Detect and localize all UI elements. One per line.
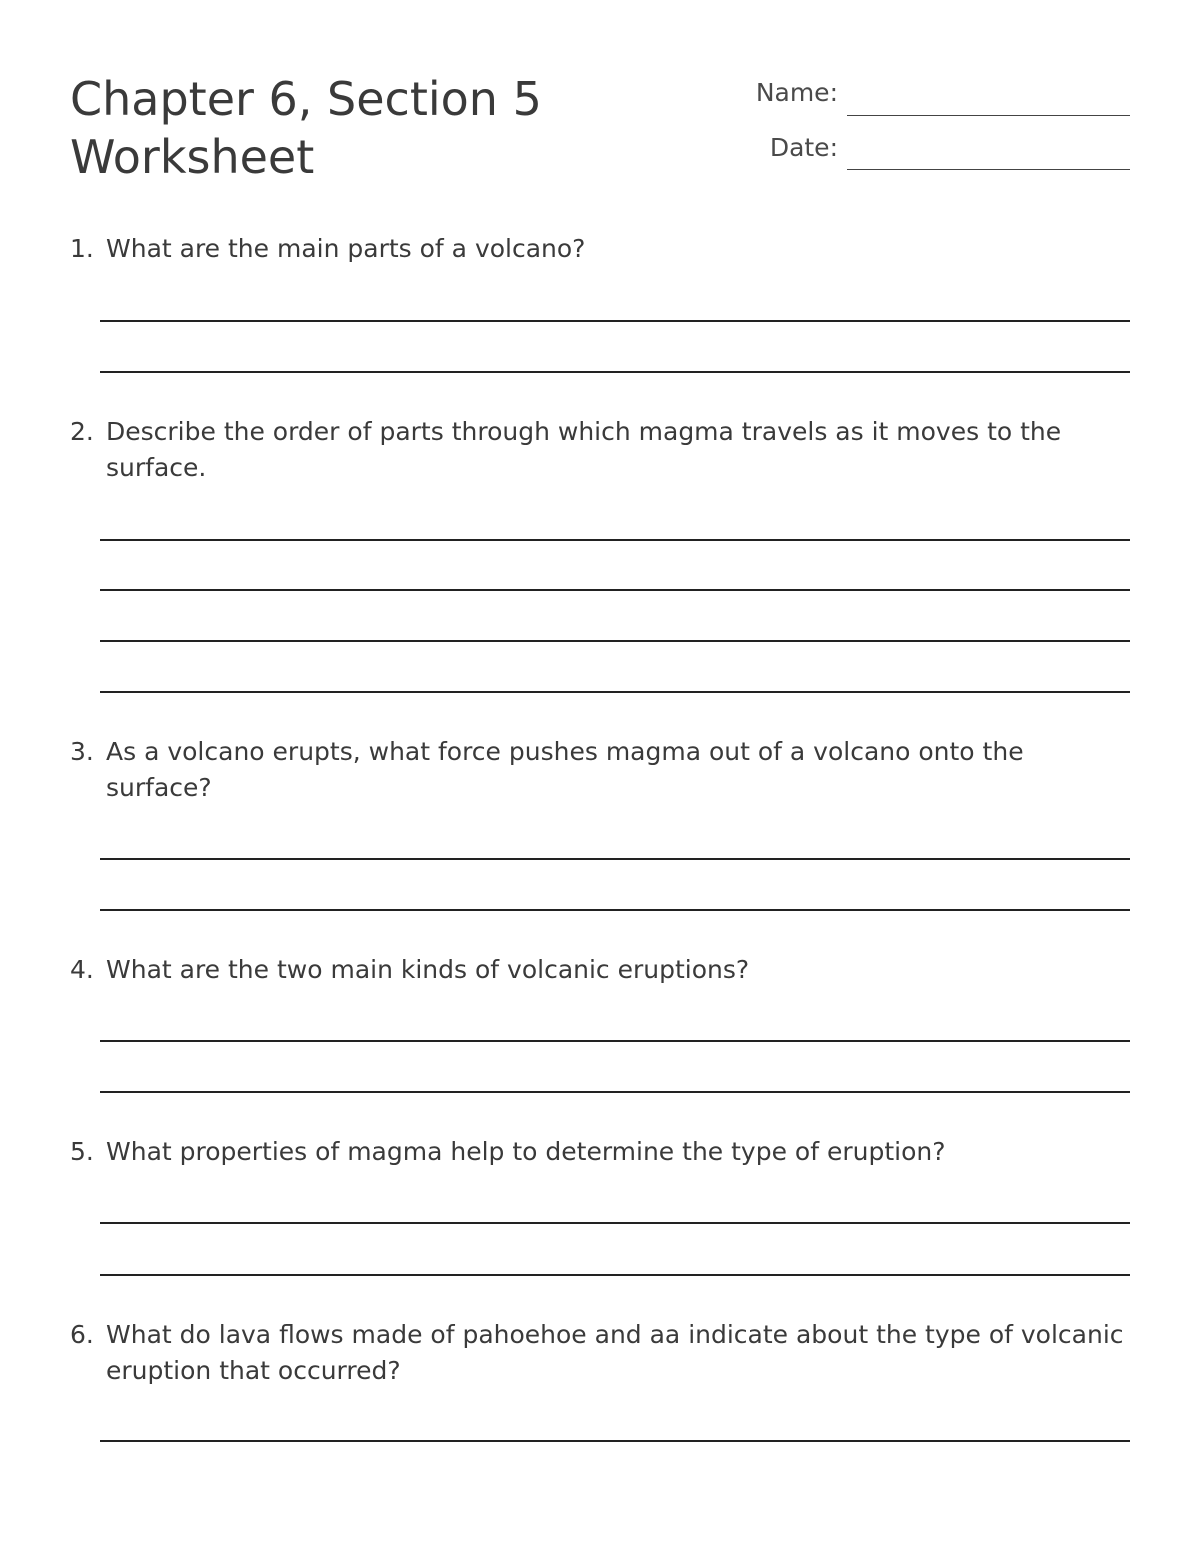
answer-line[interactable]	[100, 1274, 1130, 1276]
question-text: What do lava flows made of pahoehoe and aa indicate about the type of volcanic eruption that occurred?	[106, 1320, 1124, 1385]
answer-line[interactable]	[100, 909, 1130, 911]
question-text: As a volcano erupts, what force pushes magma out of a volcano onto the surface?	[106, 737, 1024, 802]
question-2	[70, 414, 1130, 486]
question-4	[70, 952, 1130, 988]
date-field-line[interactable]	[847, 169, 1130, 170]
question-text: Describe the order of parts through which magma travels as it moves to the surface.	[106, 417, 1062, 482]
question-number: 2.	[70, 417, 94, 446]
answer-line[interactable]	[100, 1091, 1130, 1093]
worksheet-title	[70, 70, 630, 186]
question-text: What are the two main kinds of volcanic eruptions?	[106, 955, 750, 984]
question-number: 1.	[70, 234, 94, 263]
question-number: 3.	[70, 737, 94, 766]
date-label: Date:	[769, 133, 838, 162]
question-3	[70, 734, 1130, 806]
answer-line[interactable]	[100, 1222, 1130, 1224]
title-line-2: Worksheet	[70, 130, 315, 184]
question-5	[70, 1134, 1130, 1170]
answer-line[interactable]	[100, 589, 1130, 591]
answer-line[interactable]	[100, 1440, 1130, 1442]
question-6	[70, 1317, 1130, 1389]
question-1	[70, 231, 1130, 267]
name-field-line[interactable]	[847, 115, 1130, 116]
answer-line[interactable]	[100, 640, 1130, 642]
answer-line[interactable]	[100, 320, 1130, 322]
question-number: 4.	[70, 955, 94, 984]
answer-line[interactable]	[100, 371, 1130, 373]
answer-line[interactable]	[100, 858, 1130, 860]
title-line-1: Chapter 6, Section 5	[70, 72, 542, 126]
name-label: Name:	[755, 78, 838, 107]
question-text: What properties of magma help to determine the type of eruption?	[106, 1137, 946, 1166]
question-number: 5.	[70, 1137, 94, 1166]
question-number: 6.	[70, 1320, 94, 1349]
answer-line[interactable]	[100, 539, 1130, 541]
answer-line[interactable]	[100, 691, 1130, 693]
question-text: What are the main parts of a volcano?	[106, 234, 586, 263]
answer-line[interactable]	[100, 1040, 1130, 1042]
